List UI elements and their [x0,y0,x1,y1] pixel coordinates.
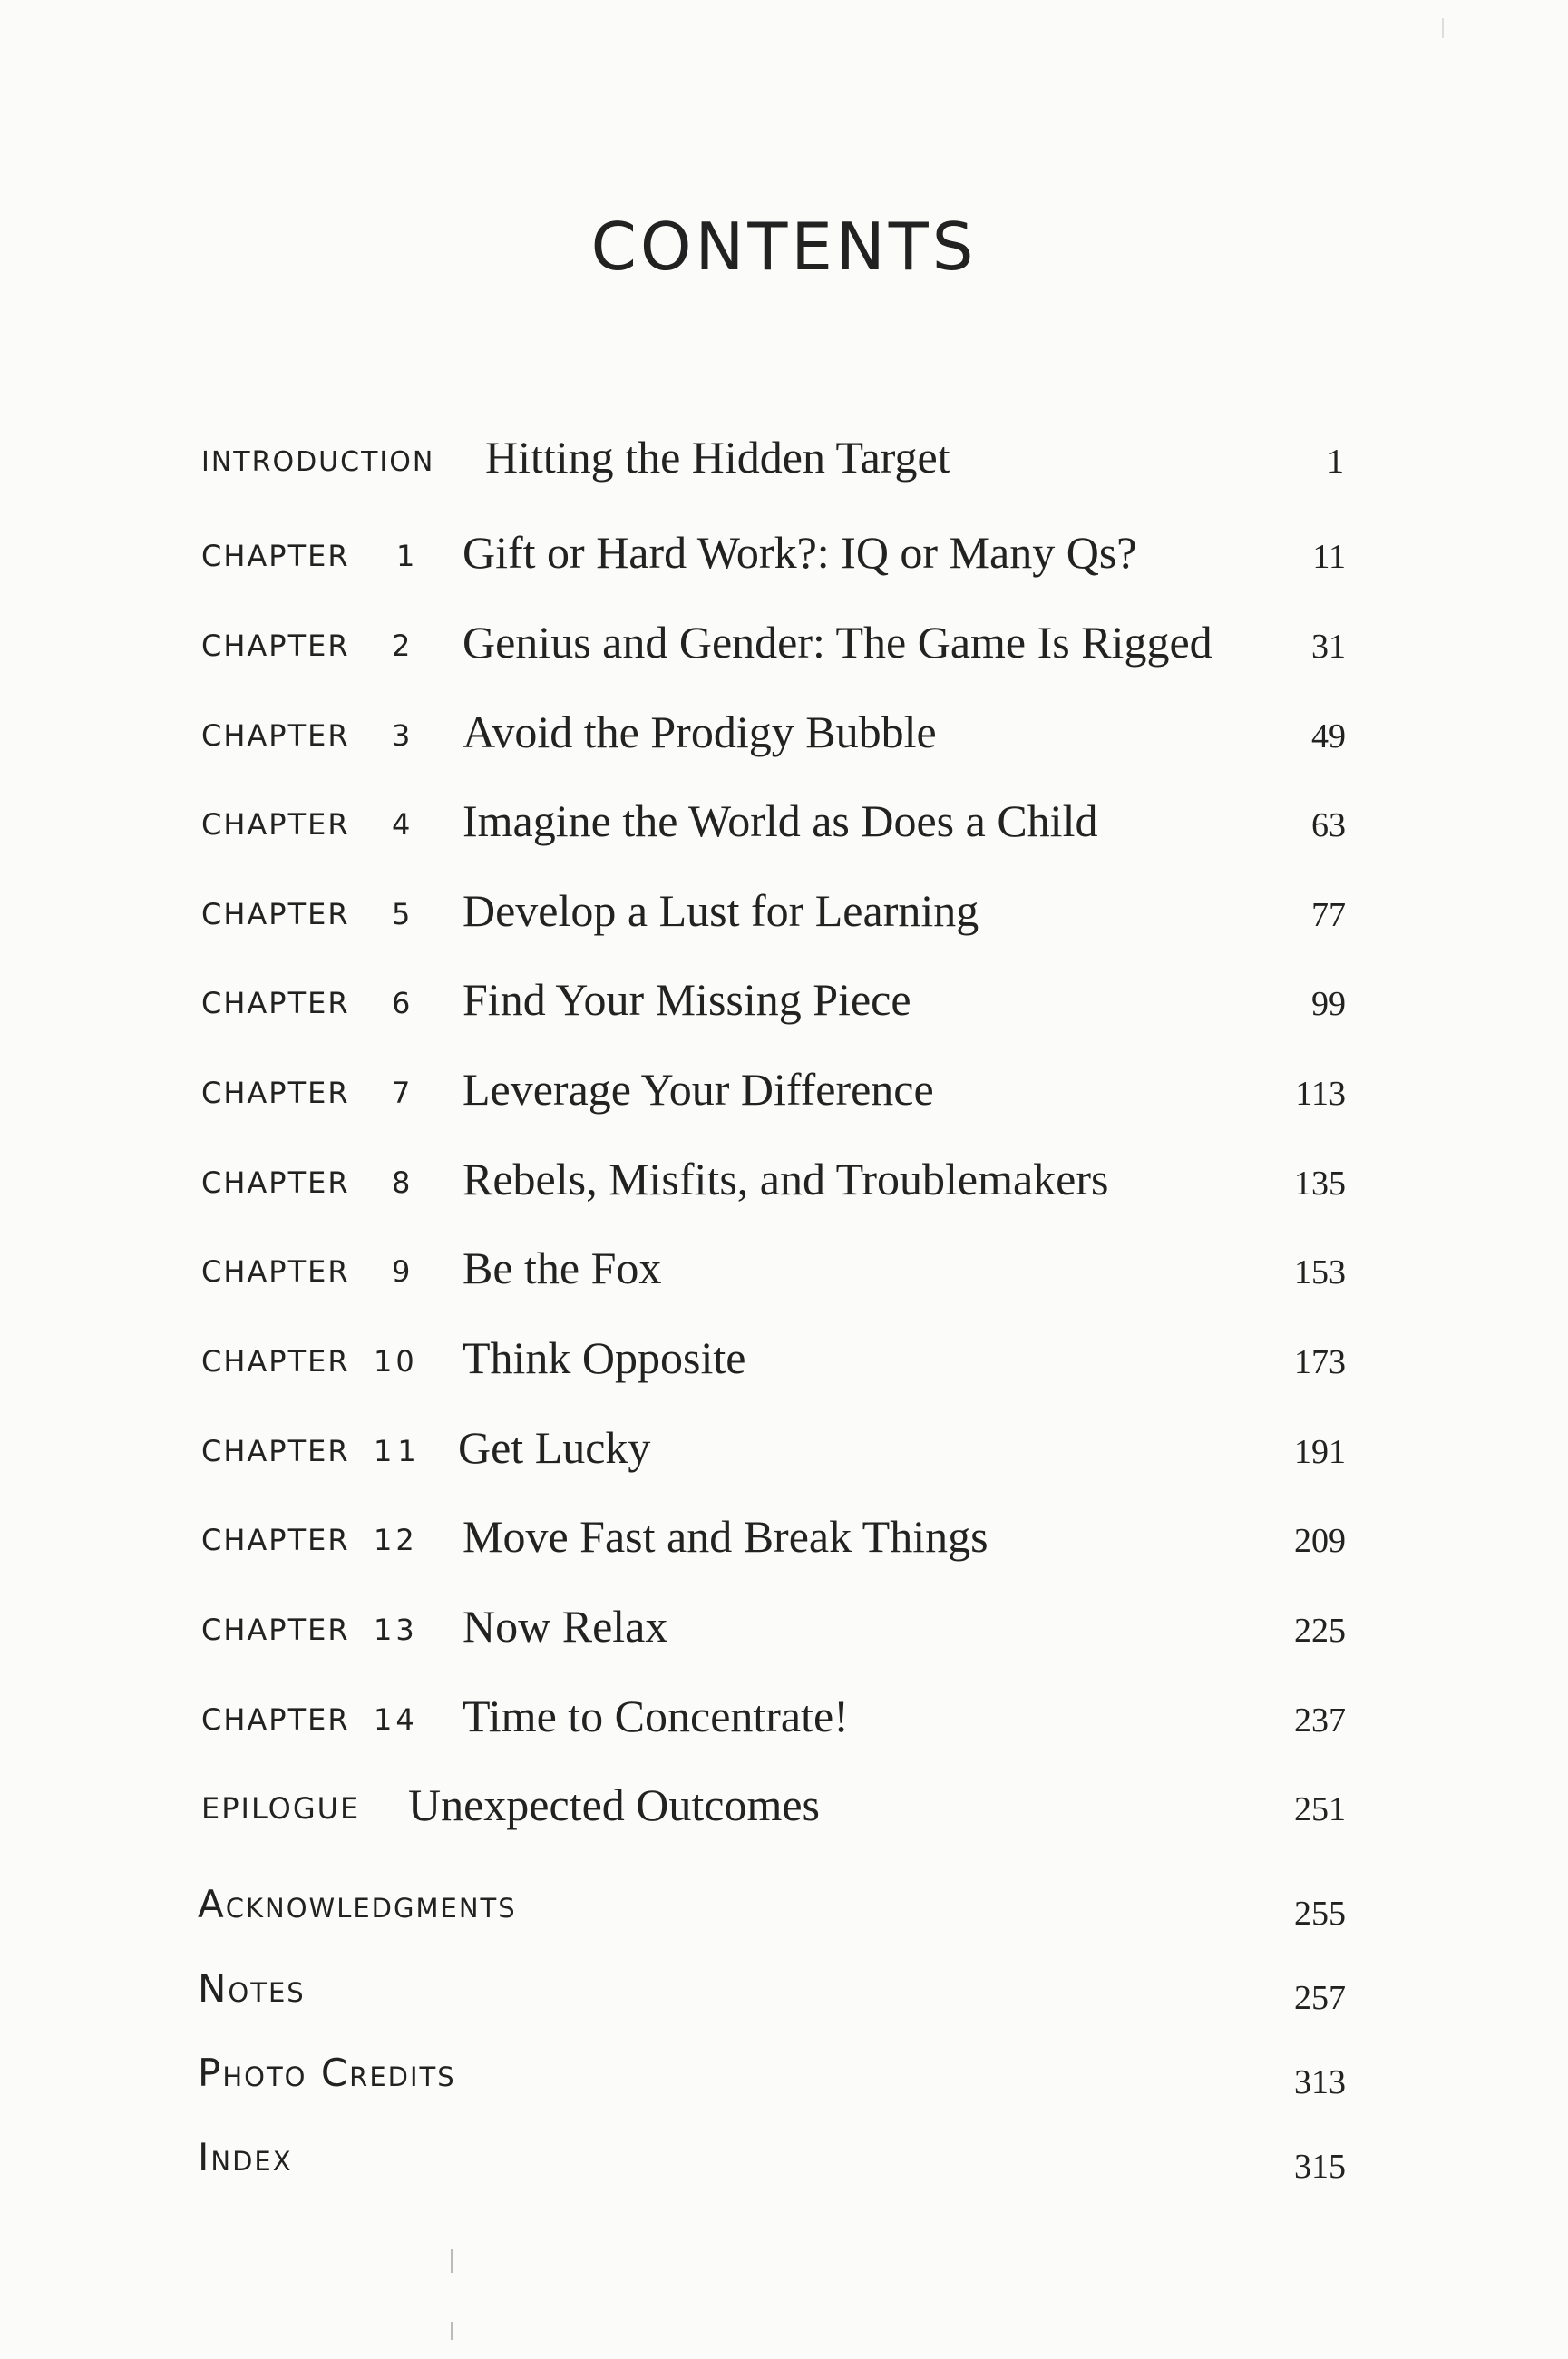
entry-label: EPILOGUE [201,1791,361,1826]
entry-label: CHAPTER 14 [201,1702,418,1737]
entry-title: Now Relax [463,1601,668,1652]
entry-label: CHAPTER 9 [201,1254,412,1289]
toc-entry-chapter-6[interactable] [0,964,1568,1037]
toc-entry-notes[interactable] [0,1953,1568,2025]
entry-title: Gift or Hard Work?: IQ or Many Qs? [463,527,1137,578]
toc-entry-epilogue[interactable] [0,1769,1568,1842]
toc-entry-acknowledgments[interactable] [0,1868,1568,1941]
entry-title: Think Opposite [463,1332,746,1383]
scan-speck [451,2249,453,2273]
entry-page: 251 [1294,1790,1346,1828]
entry-page: 135 [1294,1165,1346,1203]
entry-title: Move Fast and Break Things [463,1511,989,1562]
entry-page: 49 [1311,717,1346,755]
entry-label: CHAPTER 7 [201,1076,412,1110]
entry-title: Get Lucky [458,1422,651,1473]
toc-entry-chapter-10[interactable] [0,1322,1568,1395]
entry-label: CHAPTER 11 [201,1434,422,1468]
scan-speck [451,2322,453,2340]
entry-page: 31 [1311,628,1346,666]
entry-page: 99 [1311,985,1346,1023]
toc-entry-chapter-9[interactable] [0,1233,1568,1305]
toc-entry-chapter-7[interactable] [0,1054,1568,1126]
entry-label: CHAPTER 8 [201,1165,412,1200]
entry-title: Be the Fox [463,1243,662,1293]
entry-label: CHAPTER 10 [201,1344,418,1379]
entry-label: Photo Credits [198,2051,456,2095]
entry-label: CHAPTER 12 [201,1523,418,1557]
toc-entry-index[interactable] [0,2121,1568,2194]
toc-entry-chapter-3[interactable] [0,697,1568,769]
entry-title: Unexpected Outcomes [408,1779,821,1830]
page-title: CONTENTS [590,209,978,285]
entry-label: Index [198,2135,293,2179]
entry-label: CHAPTER 3 [201,718,412,753]
entry-page: 255 [1294,1895,1346,1933]
entry-page: 225 [1294,1612,1346,1650]
entry-page: 209 [1294,1522,1346,1560]
entry-label: CHAPTER 2 [201,629,412,663]
entry-title: Find Your Missing Piece [463,974,911,1025]
entry-title: Rebels, Misfits, and Troublemakers [463,1154,1109,1204]
entry-page: 315 [1294,2148,1346,2186]
toc-entry-chapter-4[interactable] [0,785,1568,858]
toc-entry-introduction[interactable] [0,422,1568,494]
toc-entry-chapter-5[interactable] [0,875,1568,948]
entry-title: Hitting the Hidden Target [485,432,950,483]
entry-page: 173 [1294,1343,1346,1381]
entry-label: CHAPTER 1 [201,539,416,573]
entry-page: 153 [1294,1253,1346,1292]
entry-label: Notes [198,1966,306,2011]
entry-page: 191 [1294,1433,1346,1471]
toc-entry-chapter-1[interactable] [0,517,1568,590]
entry-page: 313 [1294,2063,1346,2101]
entry-page: 1 [1327,443,1344,481]
toc-entry-photo-credits[interactable] [0,2037,1568,2110]
toc-entry-chapter-12[interactable] [0,1501,1568,1574]
entry-title: Leverage Your Difference [463,1064,934,1115]
entry-label: CHAPTER 6 [201,986,412,1020]
entry-label: INTRODUCTION [201,446,435,478]
entry-title: Avoid the Prodigy Bubble [463,707,937,757]
entry-title: Imagine the World as Does a Child [463,795,1098,846]
toc-entry-chapter-2[interactable] [0,607,1568,679]
entry-page: 113 [1295,1075,1346,1113]
entry-page: 77 [1311,896,1346,934]
entry-page: 257 [1294,1979,1346,2017]
entry-page: 63 [1311,806,1346,844]
entry-label: CHAPTER 4 [201,807,412,842]
entry-title: Develop a Lust for Learning [463,885,979,936]
entry-label: Acknowledgments [198,1882,517,1926]
toc-entry-chapter-13[interactable] [0,1591,1568,1663]
scan-speck [1442,18,1444,38]
entry-page: 11 [1312,538,1346,576]
entry-title: Time to Concentrate! [463,1691,849,1741]
entry-label: CHAPTER 13 [201,1613,418,1647]
toc-entry-chapter-11[interactable] [0,1412,1568,1485]
entry-page: 237 [1294,1701,1346,1740]
entry-title: Genius and Gender: The Game Is Rigged [463,617,1213,668]
entry-label: CHAPTER 5 [201,897,412,931]
toc-entry-chapter-8[interactable] [0,1144,1568,1216]
toc-entry-chapter-14[interactable] [0,1681,1568,1753]
